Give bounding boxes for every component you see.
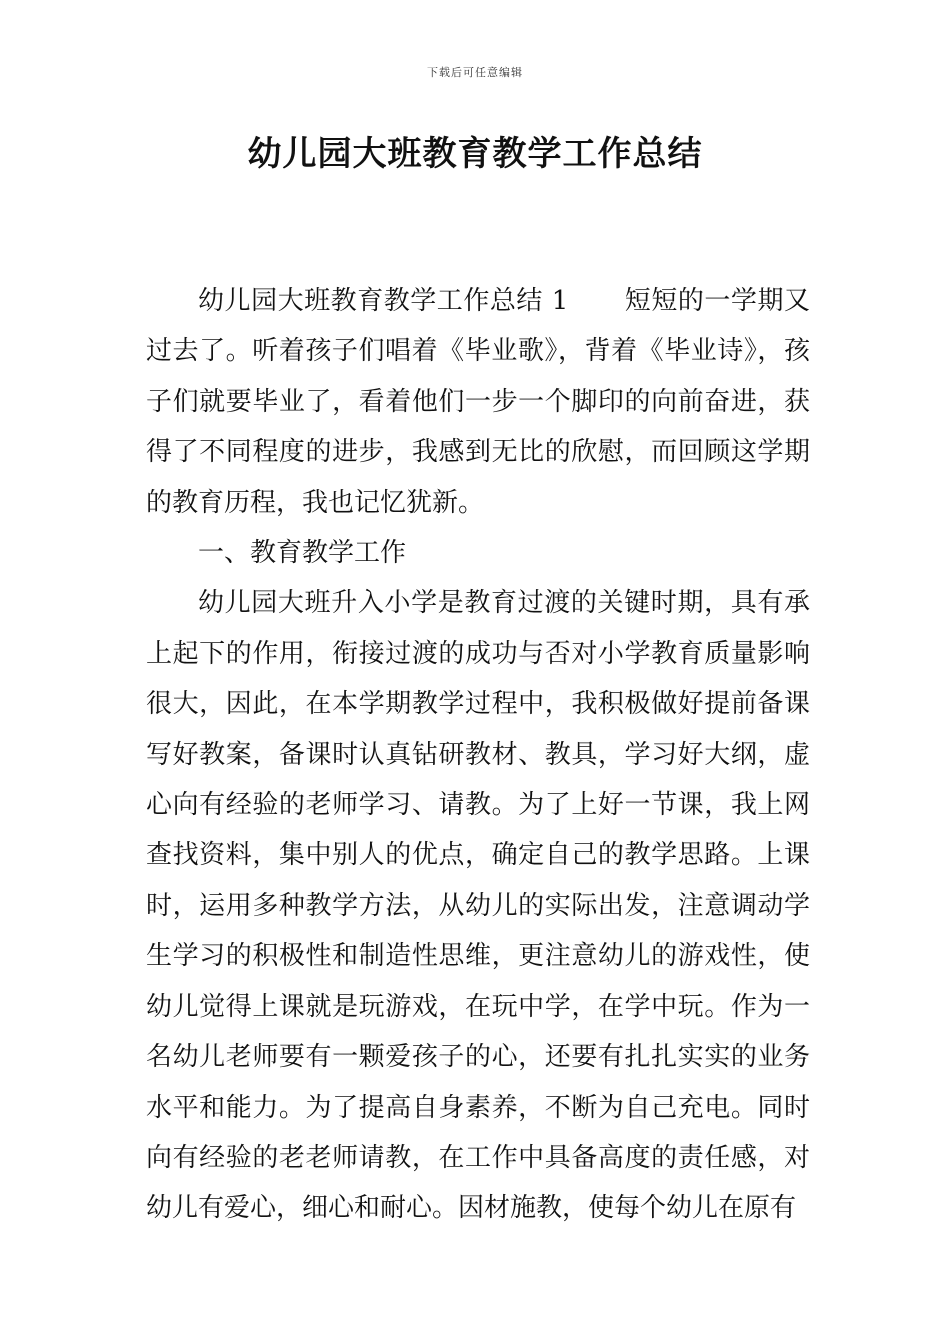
- section-heading: 一、教育教学工作: [198, 538, 407, 569]
- intro-paragraph: [146, 276, 810, 528]
- document-body: [146, 276, 810, 1234]
- intro-heading: 幼儿园大班教育教学工作总结 1: [198, 286, 569, 316]
- document-title: 幼儿园大班教育教学工作总结: [247, 134, 703, 174]
- header-note: 下载后可任意编辑: [427, 66, 523, 79]
- section-body: 幼儿园大班升入小学是教育过渡的关键时期，具有承上起下的作用，衔接过渡的成功与否对小学教育质量影响很大，因此，在本学期教学过程中，我积极做好提前备课写好教案，备课时认真钻研教材、教具，学习好大纲，虚心向有经验的老师学习、请教。为了上好一节课，我上网查找资料，集中别人的优点，确定自己的教学思路。上课时，运用多种教学方法，从幼儿的实际出发，注意调动学生学习的积极性和制造性思维，更注意幼儿的游戏性，使幼儿觉得上课就是玩游戏，在玩中学，在学中玩。作为一名幼儿老师要有一颗爱孩子的心，还要有扎扎实实的业务水平和能力。为了提高自身素养，不断为自己充电。同时向有经验的老老师请教，在工作中具备高度的责任感，对幼儿有爱心，细心和耐心。因材施教，使每个幼儿在原有: [146, 588, 810, 1224]
- intro-text: 短短的一学期又过去了。听着孩子们唱着《毕业歌》，背着《毕业诗》，孩子们就要毕业了，看着他们一步一个脚印的向前奋进，获得了不同程度的进步，我感到无比的欣慰，而回顾这学期的教育历程，我也记忆犹新。: [146, 286, 810, 518]
